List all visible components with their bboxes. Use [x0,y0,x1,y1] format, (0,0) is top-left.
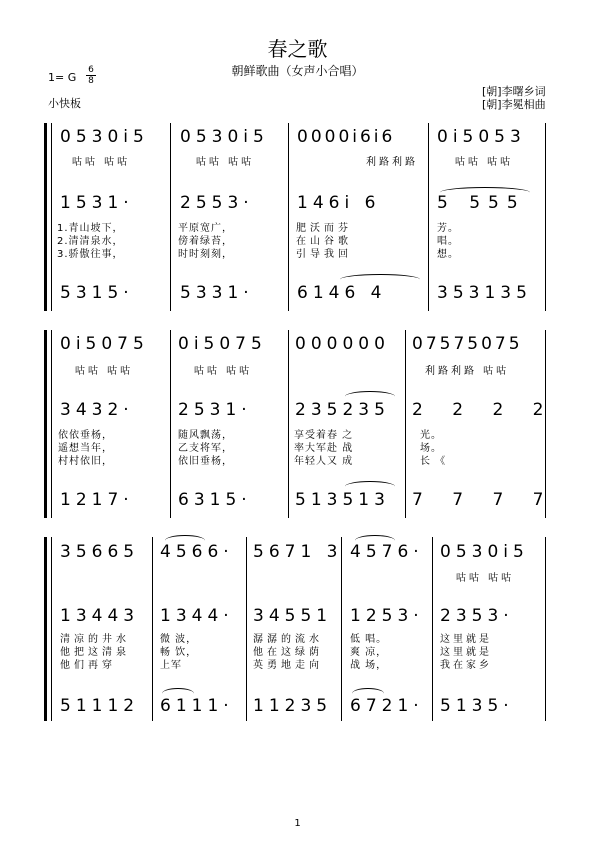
measure-notes: 6111· [160,696,234,716]
lyric-line-3: 英勇地走向 [253,660,323,671]
lyric-line-2: 遥想当年， [58,443,113,454]
measure-notes: 13443 [60,606,140,626]
measure-notes: 35665 [60,542,140,562]
measure-lyrics [178,222,233,261]
measure-notes: 0i5075 [178,334,267,354]
measure-notes: 1217· [60,490,134,510]
lyric-line-2: 爽 凉， [350,647,388,658]
measure-lyrics [60,633,130,672]
measure-notes: 4576· [350,542,424,562]
tie-slur [355,535,395,546]
measure-vocables: 利路利路 [366,157,418,168]
measure-lyrics [296,222,352,261]
tie-slur [352,688,384,699]
lyric-line-3: 长 《 [420,456,447,467]
lyric-line-1: 平原宽广， [178,223,233,234]
measure-notes: 51112 [60,696,140,716]
composer-credit: [朝]李冕相曲 [482,98,546,111]
lyric-line-2: 2.清清泉水， [57,236,124,247]
measure-notes: 2553· [180,193,254,213]
measure-vocables: 咕咕 咕咕 [196,157,255,168]
time-signature [86,66,96,85]
measure-notes: 6146 4 [297,283,387,303]
measure-notes: 2 2 2 2 [412,400,556,420]
barline [170,123,171,311]
lyric-line-1: 潺潺的流水 [253,634,323,645]
measure-lyrics [160,633,197,672]
measure-lyrics [440,633,492,672]
measure-notes: 146i 6 [297,193,381,213]
measure-notes: 0i5075 [60,334,149,354]
measure-notes: 3432· [60,400,134,420]
lyric-line-1: 光。 [420,430,442,441]
measure-vocables: 咕咕 咕咕 [75,366,134,377]
lyric-line-3: 3.骄傲往事， [57,249,124,260]
measure-vocables: 咕咕 咕咕 [72,157,131,168]
system-bracket-line [51,537,52,721]
measure-lyrics [58,429,113,468]
lyric-line-1: 1.青山坡下， [57,223,124,234]
system-bracket-line [51,123,52,311]
tempo-marking: 小快板 [48,97,81,110]
barline [405,330,406,518]
barline [341,537,342,721]
measure-notes: 1253· [350,606,424,626]
system-bracket [44,123,47,311]
key-signature: 1= G [48,71,77,84]
lyric-line-2: 乙支将军， [178,443,233,454]
measure-notes: 1344· [160,606,234,626]
measure-vocables: 咕咕 咕咕 [455,157,514,168]
measure-lyrics [178,429,233,468]
time-signature-top: 6 [88,65,94,75]
lyric-line-2: 在山谷歌 [296,236,352,247]
lyric-line-3: 他们再穿 [60,660,116,671]
lyric-line-3: 想。 [437,249,459,260]
lyric-line-2: 唱。 [437,236,459,247]
lyric-line-2: 场。 [420,443,442,454]
lyric-line-3: 年轻人又 成 [294,456,354,467]
measure-lyrics [57,222,124,261]
lyric-line-2: 傍着绿苔， [178,236,233,247]
lyric-line-3: 依旧垂杨， [178,456,233,467]
lyric-line-1: 清凉的井水 [60,634,130,645]
measure-notes: 4566· [160,542,234,562]
measure-notes: 7 7 7 7 [412,490,556,510]
song-title: 春之歌 [267,37,328,61]
measure-lyrics [253,633,323,672]
measure-notes: 2531· [178,400,252,420]
lyric-line-3: 时时刻刻， [178,249,233,260]
barline [246,537,247,721]
measure-notes: 513513 [295,490,390,510]
time-signature-bottom: 8 [88,76,94,86]
lyric-line-2: 这里就是 [440,647,492,658]
system-bracket [44,537,47,721]
barline [428,123,429,311]
measure-vocables: 利路利路 咕咕 [425,366,510,377]
measure-vocables: 咕咕 咕咕 [456,573,515,584]
measure-notes: 34551 [253,606,333,626]
lyric-line-3: 战 场， [350,660,388,671]
lyric-line-2: 他把这清泉 [60,647,130,658]
measure-notes: 0530i5 [180,127,269,147]
measure-notes: 2353· [440,606,514,626]
barline [152,537,153,721]
measure-vocables: 咕咕 咕咕 [194,366,253,377]
lyric-line-1: 依依垂杨， [58,430,113,441]
measure-notes: 0530i5 [60,127,149,147]
measure-notes: 0000i6i6 [297,127,396,147]
lyric-line-3: 上军 [160,660,182,671]
lyric-line-3: 村村依旧， [58,456,113,467]
measure-notes: 6315· [178,490,252,510]
lyric-line-1: 随风飘荡， [178,430,233,441]
tie-slur [345,391,395,402]
measure-notes: 1531· [60,193,134,213]
barline [432,537,433,721]
lyric-line-1: 微 波， [160,634,198,645]
lyricist-credit: [朝]李曙乡词 [482,85,546,98]
measure-lyrics [420,429,446,468]
song-subtitle: 朝鲜歌曲（女声小合唱） [231,64,364,78]
lyric-line-1: 低 唱。 [350,634,388,645]
lyric-line-1: 享受着春 之 [294,430,354,441]
barline [170,330,171,518]
measure-notes: 5315· [60,283,134,303]
measure-notes: 353135 [437,283,532,303]
barline [545,537,546,721]
tie-slur [345,481,395,492]
measure-lyrics [437,222,459,261]
lyric-line-1: 这里就是 [440,634,492,645]
measure-notes: 000000 [295,334,390,354]
barline [288,123,289,311]
tie-slur [440,187,530,198]
lyric-line-2: 他在这绿荫 [253,647,323,658]
measure-lyrics [350,633,387,672]
lyric-line-2: 畅 饮， [160,647,198,658]
lyric-line-2: 率大军赴 战 [294,443,354,454]
measure-notes: 5135· [440,696,514,716]
measure-notes: 5 555 [437,193,526,213]
page-number: 1 [294,818,301,829]
lyric-line-3: 引导我回 [296,249,352,260]
lyric-line-1: 芳。 [437,223,459,234]
measure-notes: 11235 [253,696,333,716]
measure-notes: 235235 [295,400,390,420]
tie-slur [162,688,194,699]
lyric-line-3: 我在家乡 [440,660,492,671]
tie-slur [340,274,420,285]
measure-notes: 07575075 [412,334,523,354]
measure-notes: 0530i5 [440,542,529,562]
barline [288,330,289,518]
measure-notes: 6721· [350,696,424,716]
tie-slur [165,535,205,546]
system-bracket-line [51,330,52,518]
measure-notes: 0i5053 [437,127,526,147]
lyric-line-1: 肥沃而芬 [296,223,352,234]
barline [545,123,546,311]
measure-notes: 5671 3 [253,542,343,562]
measure-lyrics [294,429,353,468]
measure-notes: 5331· [180,283,254,303]
system-bracket [44,330,47,518]
